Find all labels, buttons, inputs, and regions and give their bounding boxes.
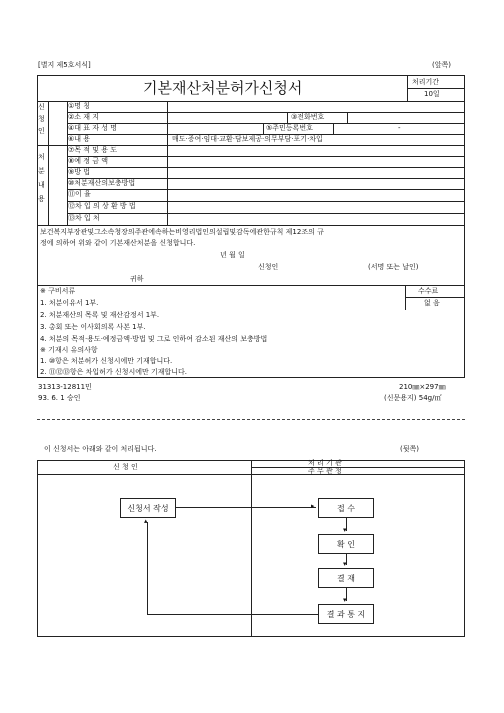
statement-recipient: 귀하 [130, 275, 144, 283]
field-content-label: ⑥내 용 [68, 135, 91, 143]
field-method-label: ⑨방 법 [68, 168, 91, 176]
statement-sign: (서명 또는 날인) [368, 263, 419, 271]
page-title: 기본재산처분허가신청서 [143, 79, 303, 97]
arrow-down-icon: ▾ [343, 560, 347, 568]
step-notify: 결 과 통 지 [318, 604, 374, 624]
arrow-right-icon: ▸ [311, 502, 315, 510]
application-form [37, 75, 465, 378]
form-number: [별지 제5호서식] [38, 61, 91, 69]
documents-heading: ※ 구비서류 [40, 287, 76, 295]
flow-connector [176, 507, 316, 508]
field-repayment-label: ⑫차 입 의 상 환 방 법 [68, 202, 136, 210]
field-purpose-label: ⑦목 적 및 용 도 [68, 146, 117, 154]
flow-connector [147, 614, 318, 615]
section-applicant-3: 인 [38, 127, 45, 135]
arrow-down-icon: ▾ [343, 596, 347, 604]
document-item: 2. 처분재산의 목록 및 재산감정서 1부. [40, 311, 160, 319]
footer-paper-size: 210㎜×297㎜ [399, 383, 446, 391]
back-side-label: (뒷쪽) [400, 445, 419, 453]
statement-line-1: 보건복지부장관및그소속청장의주관에속하는비영리법인의설립및감독에관한규칙 제12조의 규 [40, 228, 324, 236]
section-disposal-4: 용 [38, 195, 45, 203]
field-representative-label: ④대 표 자 성 명 [68, 124, 117, 132]
step-approve: 결 재 [318, 568, 374, 588]
field-lender-label: ⑬차 입 처 [68, 214, 100, 222]
fee-value: 없 음 [424, 299, 440, 307]
arrow-up-icon: ▴ [144, 517, 148, 525]
field-resident-number-dash: - [398, 124, 401, 132]
field-content-value: 매도·증여·임대·교환·담보제공·의무부담·포기·차입 [172, 135, 323, 143]
section-disposal-1: 처 [38, 153, 45, 161]
section-applicant-1: 신 [38, 103, 45, 111]
document-item: 3. 총회 또는 이사회의록 사본 1부. [40, 323, 146, 331]
page-side-label: (앞쪽) [432, 61, 451, 69]
step-confirm: 확 인 [318, 534, 374, 554]
step-receive: 접 수 [318, 498, 374, 518]
field-phone-label: ③전화번호 [291, 113, 325, 121]
arrow-down-icon: ▾ [343, 526, 347, 534]
note-item: 2. ⑪⑫⑬항은 차입허가 신청시에만 기재합니다. [40, 368, 187, 376]
processing-period-value: 10일 [424, 90, 440, 98]
back-intro: 이 신청서는 아래와 같이 처리됩니다. [44, 445, 157, 453]
field-amount-label: ⑧예 정 금 액 [68, 157, 108, 165]
step-submit: 신청서 작성 [120, 498, 176, 518]
column-dept: 주 무 관 청 [308, 467, 342, 475]
footer-form-code: 31313-12811민 [38, 383, 92, 391]
footer-approval: 93. 6. 1 승인 [38, 394, 81, 402]
note-item: 1. ⑩항은 처분허가 신청시에만 기재합니다. [40, 357, 173, 365]
field-address-label: ②소 재 지 [68, 113, 100, 121]
field-name-label: ①명 칭 [68, 102, 91, 110]
field-resident-number-label: ⑤주민등록번호 [266, 124, 313, 132]
cut-line [37, 419, 465, 420]
statement-applicant: 신청인 [258, 263, 279, 271]
statement-line-2: 정에 의하여 위와 같이 기본재산처분을 신청합니다. [40, 239, 196, 247]
document-item: 1. 처분이유서 1부. [40, 299, 99, 307]
column-applicant: 신 청 인 [113, 463, 138, 471]
column-agency: 처 리 기 관 [308, 459, 342, 467]
field-interest-label: ⑪이 율 [68, 190, 91, 198]
section-disposal-2: 분 [38, 167, 45, 175]
section-disposal-3: 내 [38, 181, 45, 189]
document-item: 4. 처분의 목적·용도·예정금액·방법 및 그로 인하여 감소된 재산의 보충방법 [40, 335, 268, 343]
fee-label: 수수료 [418, 287, 439, 295]
processing-period-label: 처리기간 [412, 78, 440, 86]
footer-paper-type: (신문용지) 54g/㎡ [384, 394, 442, 402]
notes-heading: ※ 기재시 유의사항 [40, 346, 98, 354]
section-applicant-2: 청 [38, 115, 45, 123]
field-supplement-label: ⑩처분재산의보충방법 [68, 179, 136, 187]
statement-date: 년 월 일 [220, 251, 245, 259]
